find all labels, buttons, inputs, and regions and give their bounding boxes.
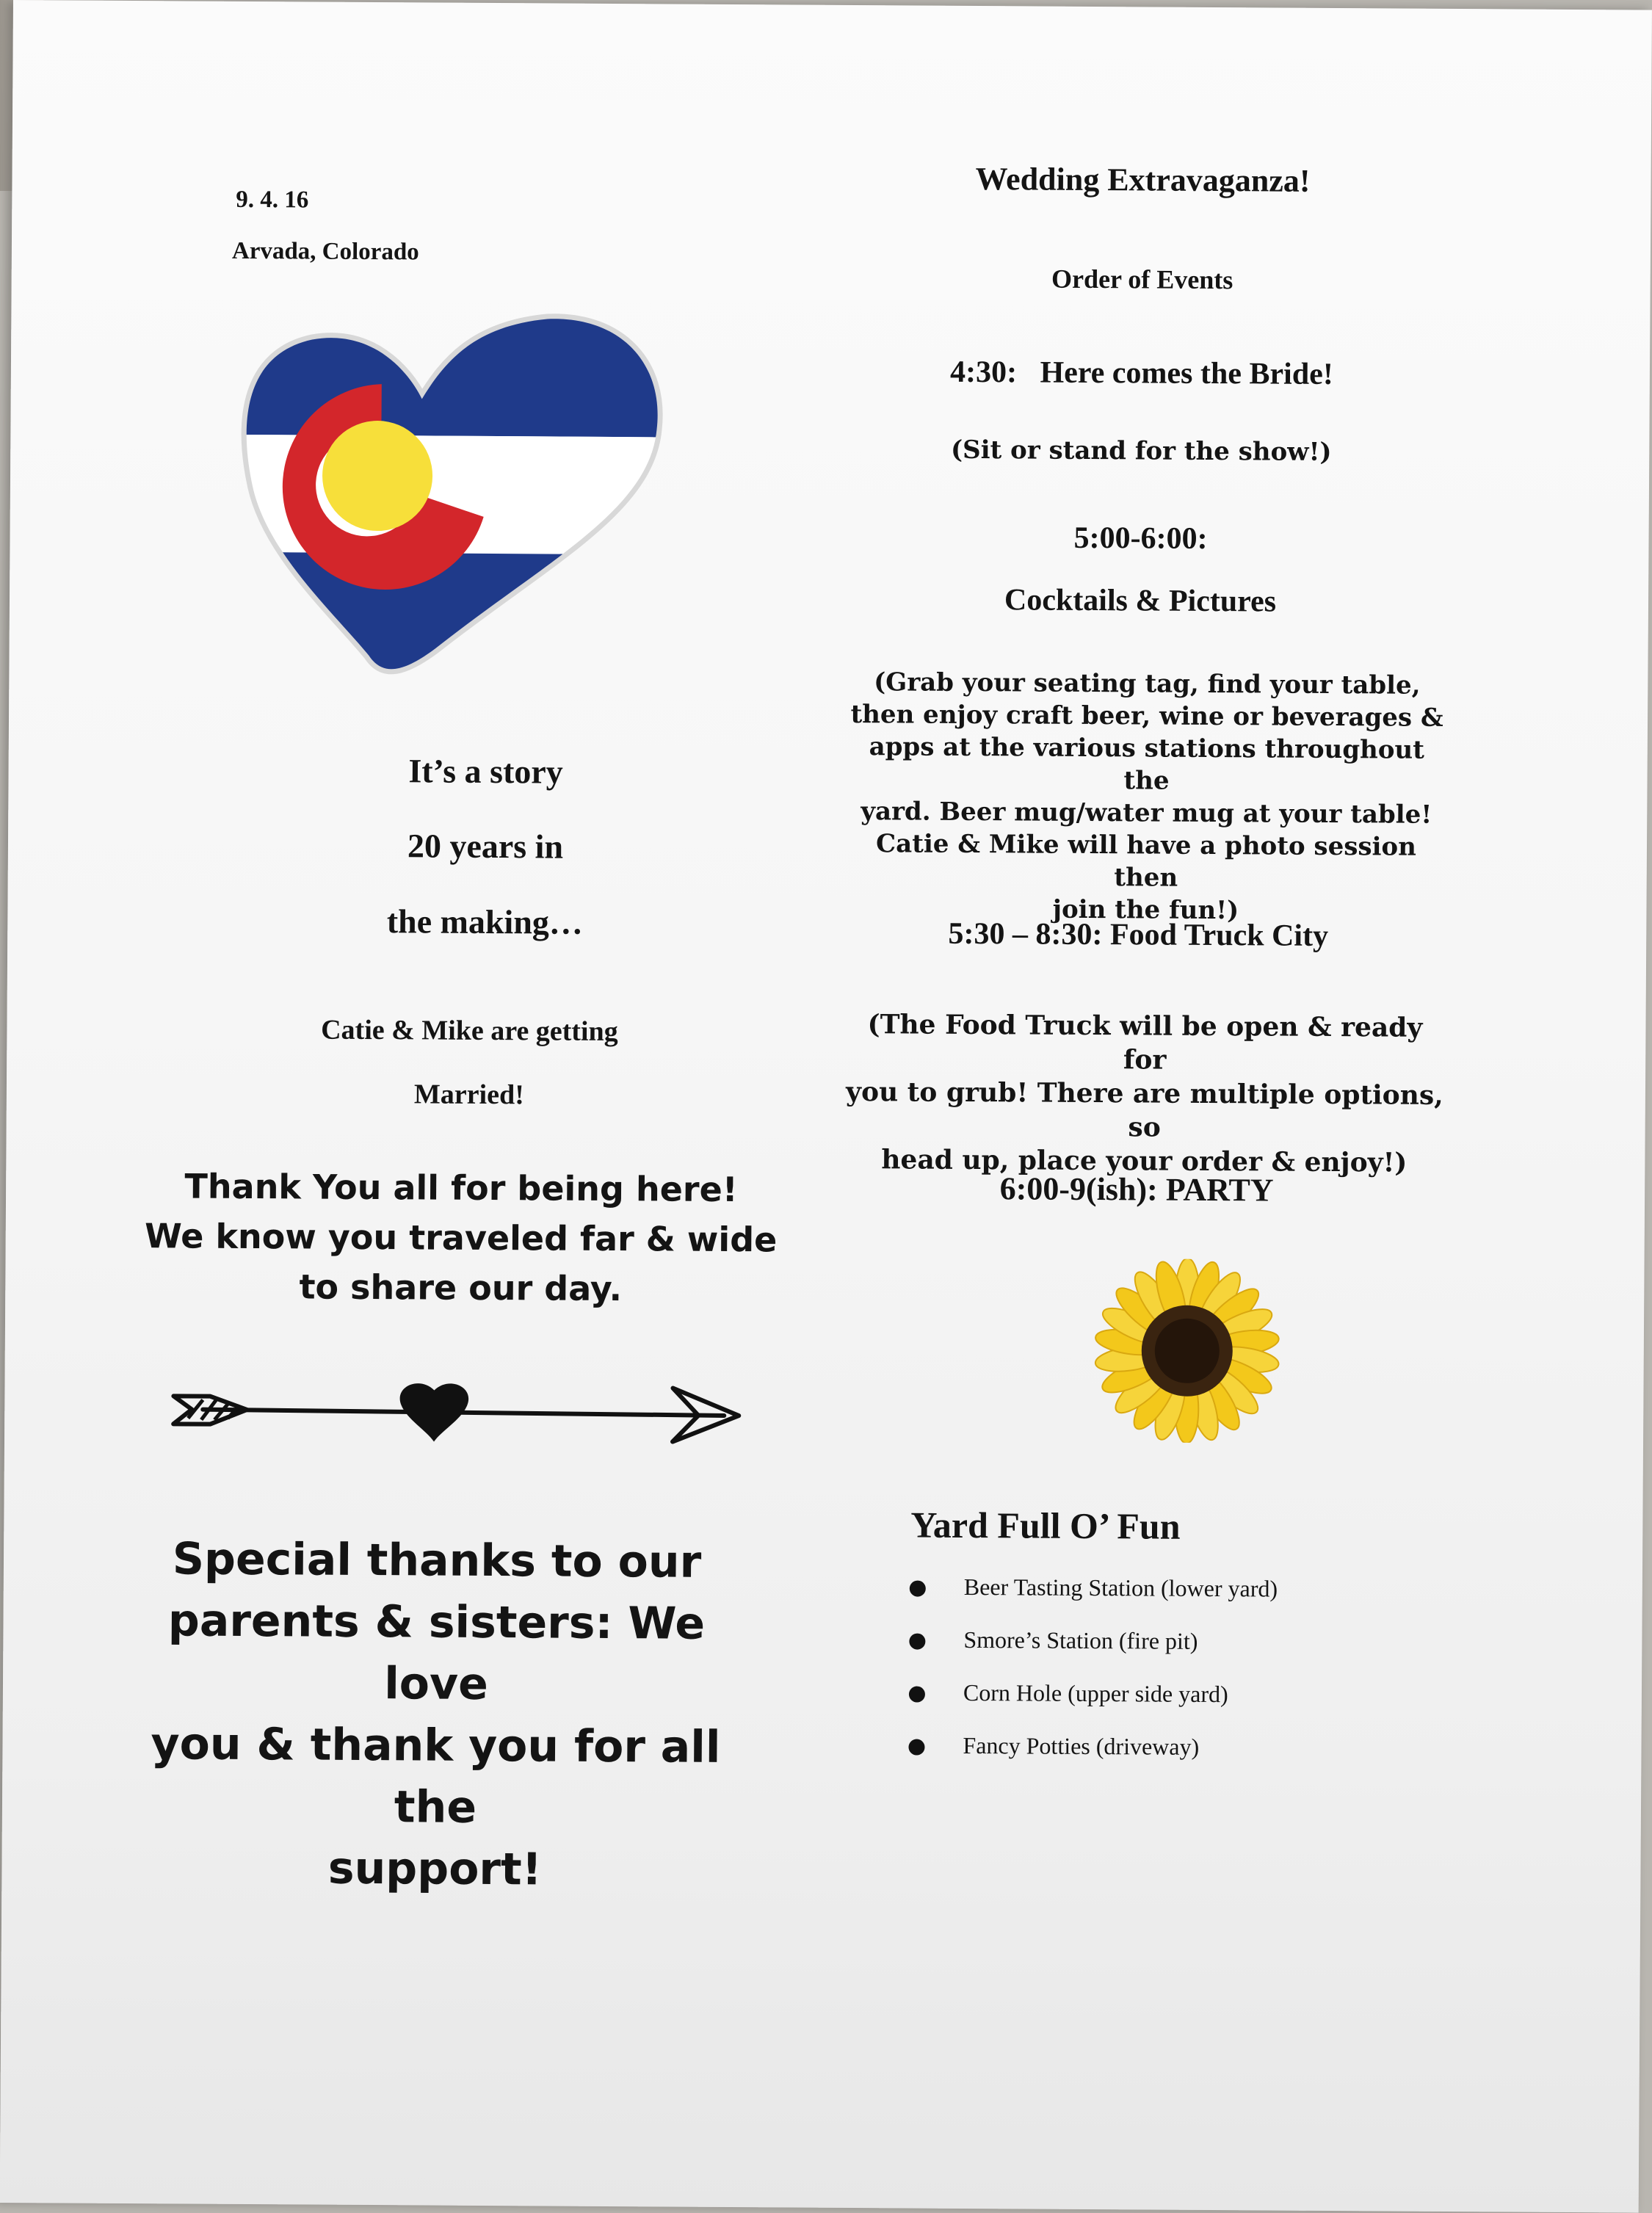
thank-you-line: Thank You all for being here! [184,1166,738,1210]
note-line: (Grab your seating tag, find your table, [874,667,1421,700]
note-line: apps at the various stations throughout the [869,732,1425,796]
note-line: head up, place your order & enjoy!) [881,1144,1408,1178]
event-date: 9. 4. 16 [236,186,309,214]
note-line: (The Food Truck will be open & ready for [867,1009,1423,1076]
list-item-label: Fancy Potties (driveway) [963,1731,1200,1760]
list-item-label: Smore’s Station (fire pit) [963,1626,1198,1654]
event-party: 6:00-9(ish): PARTY [999,1170,1274,1209]
story-line-1: It’s a story [408,752,563,791]
special-thanks-line: Special thanks to our [172,1533,702,1588]
program-title: Wedding Extravaganza! [975,161,1311,199]
bullet-icon [909,1633,925,1649]
bullet-icon [910,1580,926,1596]
order-of-events-heading: Order of Events [1051,264,1233,295]
list-item [906,1626,1278,1681]
note-line: you to grub! There are multiple options, so [845,1076,1443,1143]
bullet-icon [908,1739,924,1755]
event-food-truck-note [843,1007,1446,1180]
bullet-icon [909,1686,925,1702]
sunflower-icon [1084,1258,1291,1444]
list-item-label: Corn Hole (upper side yard) [963,1678,1228,1708]
thank-you-line: to share our day. [299,1267,623,1309]
event-location: Arvada, Colorado [231,237,419,266]
arrow-with-heart-icon [159,1366,747,1458]
list-item [905,1731,1277,1786]
note-line: then enjoy craft beer, wine or beverages & [850,699,1443,733]
thank-you-message [137,1161,784,1314]
event-cocktail-time: 5:00-6:00: [1073,521,1208,556]
note-line: yard. Beer mug/water mug at your table! [861,797,1432,830]
story-line-3: the making… [386,902,584,941]
announcement-line-1: Catie & Mike are getting [321,1014,618,1048]
note-line: join the fun!) [1052,894,1239,926]
list-item [906,1573,1278,1628]
yard-fun-list [905,1573,1278,1786]
special-thanks-line: parents & sisters: We love [167,1595,706,1710]
special-thanks-message [112,1528,760,1902]
event-bride-note: (Sit or stand for the show!) [950,435,1332,467]
thank-you-line: We know you traveled far & wide [144,1216,778,1260]
special-thanks-line: you & thank you for all the [151,1718,721,1833]
event-cocktail-title: Cocktails & Pictures [1004,583,1277,619]
event-bride: 4:30: Here comes the Bride! [949,355,1333,391]
note-line: Catie & Mike will have a photo session then [876,829,1416,893]
list-item-label: Beer Tasting Station (lower yard) [963,1573,1278,1602]
announcement-line-2: Married! [413,1079,524,1111]
colorado-flag-heart-icon [222,310,694,695]
story-line-2: 20 years in [407,827,564,866]
special-thanks-line: support! [327,1842,543,1896]
yard-fun-heading: Yard Full O’ Fun [910,1504,1181,1547]
list-item [906,1678,1278,1734]
event-cocktail-note [844,666,1448,928]
event-food-truck: 5:30 – 8:30: Food Truck City [948,916,1329,953]
